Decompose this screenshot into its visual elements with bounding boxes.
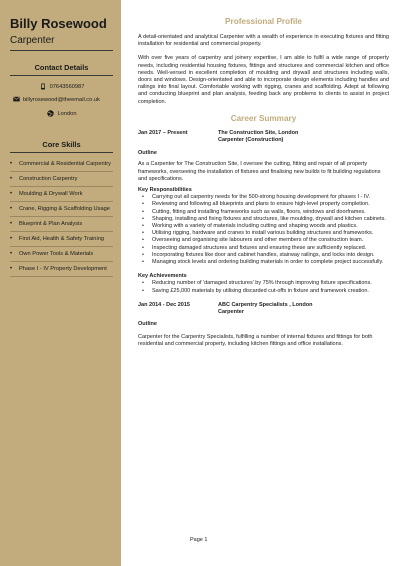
skill-label: Commercial & Residential Carpentry <box>19 160 111 167</box>
bullet-icon: • <box>142 244 144 251</box>
profile-heading: Professional Profile <box>225 17 302 26</box>
job-outline: As a Carpenter for The Construction Site, I oversee the cutting, fitting and repair of all property frameworks, overseeing the installation of fixtures and finalising new builds to fit building regulations and specifications. <box>138 161 381 182</box>
achievement-item-text: Saving £25,000 materials by utilising discarded cut-offs in fixture and framework creation. <box>152 287 369 294</box>
responsibility-item <box>138 201 389 208</box>
page-number: Page 1 <box>190 537 208 543</box>
bullet-icon: • <box>142 223 144 230</box>
job-role: Carpenter (Construction) <box>218 137 284 144</box>
skill-label: Moulding & Drywall Work <box>19 190 83 197</box>
bullet-icon: • <box>142 215 144 222</box>
bullet-icon: • <box>10 250 13 257</box>
skill-item <box>10 172 113 187</box>
bullet-icon: • <box>142 251 144 258</box>
responsibility-item <box>138 216 389 223</box>
responsibility-item <box>138 252 389 259</box>
job-role-row <box>138 309 389 316</box>
responsibility-item-text: Cutting, fitting and installing frameworks such as walls, floors, windows and doorframes. <box>152 208 366 215</box>
job-dates: Jan 2017 – Present <box>138 129 188 136</box>
responsibility-item-text: Inspecting damaged structures and fixtures and ensuring these are sufficiently replaced. <box>152 244 367 251</box>
job-outline: Carpenter for the Carpentry Specialists, fulfilling a number of internal fixtures and fittings for both residential and commercial property, including kitchen fittings and office installations. <box>138 333 373 347</box>
bullet-icon: • <box>142 237 144 244</box>
responsibility-item <box>138 237 389 244</box>
skill-item <box>10 217 113 232</box>
profile-detail: With over five years of carpentry and joinery expertise, I am able to fulfil a wide range of property needs, including residential housing fixtures, fittings and structures and commercial kitchen and office needs. Well-versed in excellent completion of moulding and drywall and structures including walls, doors and windows. Design-orientated and able to incorporate design elements including handles and railings into final layout. Comfortable working with rigging, cranes and scaffolding. Adept at following and conducting blueprint and plan analysis, feeding back any problems to clients to assist in project completion. <box>138 55 389 105</box>
bullet-icon: • <box>142 194 144 201</box>
bullet-icon: • <box>142 230 144 237</box>
skill-item <box>10 262 113 277</box>
email-text[interactable]: billyrosewood@theemail.co.uk <box>23 97 100 103</box>
skill-label: Own Power Tools & Materials <box>19 250 94 257</box>
divider <box>10 50 113 51</box>
contact-heading: Contact Details <box>34 63 89 72</box>
skill-label: Blueprint & Plan Analysis <box>19 220 83 227</box>
contact-location <box>10 110 113 118</box>
responsibilities-list <box>138 194 389 266</box>
responsibilities-label: Key Responsibilities <box>138 187 192 194</box>
responsibility-item-text: Reviewing and following all blueprints and plans to ensure high-level property completion. <box>152 201 370 208</box>
phone-icon <box>39 83 47 90</box>
job-entry <box>138 130 389 295</box>
responsibility-item-text: Incorporating fixtures like door and cabinet handles, stairway railings, and locks into design. <box>152 251 375 258</box>
skill-item <box>10 232 113 247</box>
sidebar <box>0 0 121 566</box>
bullet-icon: • <box>10 175 13 182</box>
job-role: Carpenter <box>218 309 244 316</box>
bullet-icon: • <box>10 205 13 212</box>
skill-item <box>10 157 113 172</box>
divider <box>10 152 113 153</box>
responsibility-item-text: Working with a variety of materials including cutting and shaping woods and plastics. <box>152 223 358 230</box>
responsibility-item <box>138 223 389 230</box>
bullet-icon: • <box>10 160 13 167</box>
job-employer: The Construction Site, London <box>218 129 299 136</box>
responsibility-item-text: Managing stock levels and ordering building materials in order to complete project successfully. <box>152 259 384 266</box>
achievement-item <box>138 288 389 295</box>
responsibility-item <box>138 230 389 237</box>
globe-icon <box>47 110 55 117</box>
skills-list <box>10 157 113 277</box>
achievements-label: Key Achievements <box>138 273 187 280</box>
bullet-icon: • <box>142 280 144 287</box>
bullet-icon: • <box>142 259 144 266</box>
contact-phone <box>10 83 113 91</box>
bullet-icon: • <box>142 208 144 215</box>
bullet-icon: • <box>10 265 13 272</box>
responsibility-item-text: Utilising rigging, hardware and cranes to install various building structures and frameworks. <box>152 230 374 237</box>
responsibility-item <box>138 194 389 201</box>
job-employer: ABC Carpentry Specialists , London <box>218 301 313 308</box>
profile-summary: A detail-orientated and analytical Carpenter with a wealth of experience in executing fixtures and fitting installation for residential and commercial property. <box>138 34 389 48</box>
outline-label: Outline <box>138 321 157 328</box>
location-text: London <box>57 111 77 117</box>
email-icon <box>12 96 20 102</box>
candidate-name: Billy Rosewood <box>10 16 107 31</box>
career-heading: Career Summary <box>230 113 297 123</box>
achievement-item <box>138 280 389 287</box>
achievements-list <box>138 280 389 294</box>
achievement-item-text: Reducing number of 'damaged structures' by 75% through improving fixture specifications. <box>152 280 372 287</box>
skill-item <box>10 202 113 217</box>
job-header <box>138 302 389 309</box>
bullet-icon: • <box>142 287 144 294</box>
candidate-title: Carpenter <box>10 35 55 46</box>
job-dates: Jan 2014 - Dec 2015 <box>138 301 190 308</box>
bullet-icon: • <box>10 235 13 242</box>
responsibility-item <box>138 245 389 252</box>
job-header <box>138 130 389 137</box>
skill-label: Phase I - IV Property Development <box>19 265 107 272</box>
bullet-icon: • <box>142 201 144 208</box>
skill-label: Construction Carpentry <box>19 175 78 182</box>
skill-label: Crane, Rigging & Scaffolding Usage <box>19 205 110 212</box>
responsibility-item-text: Carrying out all carpentry needs for the 500-strong housing development for phases I - IV. <box>152 194 371 201</box>
bullet-icon: • <box>10 220 13 227</box>
outline-label: Outline <box>138 150 157 157</box>
contact-email <box>10 96 113 104</box>
bullet-icon: • <box>10 190 13 197</box>
skill-item <box>10 247 113 262</box>
responsibility-item-text: Overseeing and organising site labourers and other members of the construction team. <box>152 237 364 244</box>
job-entry <box>138 302 389 348</box>
responsibility-item <box>138 259 389 266</box>
responsibility-item <box>138 209 389 216</box>
skill-label: First Aid, Health & Safety Training <box>19 235 105 242</box>
phone-text: 07643560987 <box>49 84 85 90</box>
skill-item <box>10 187 113 202</box>
main-content <box>138 0 389 348</box>
responsibility-item-text: Shaping, installing and fixing fixtures and structures, like moulding, drywall and kitchen cabinets. <box>152 215 386 222</box>
skills-heading: Core Skills <box>42 140 81 149</box>
job-role-row <box>138 137 389 144</box>
divider <box>10 75 113 76</box>
